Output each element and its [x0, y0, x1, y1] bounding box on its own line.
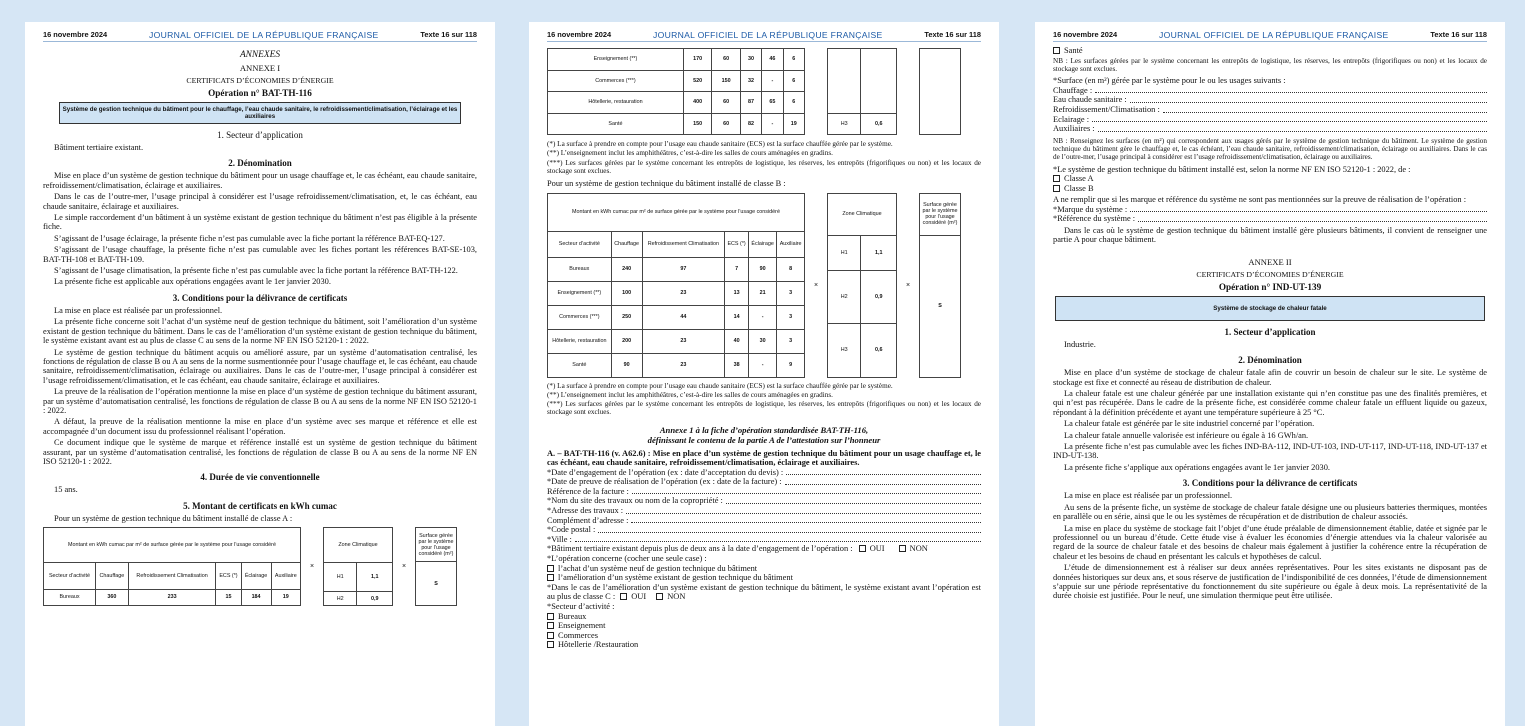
- table-cell: 3: [777, 329, 805, 353]
- paragraph: A défaut, la preuve de la réalisation mentionne la mise en place d’un système avec ses marque et référence et elle est accompagnée d’un document issu du professionnel réalisant l’opération.: [43, 417, 477, 436]
- table-cell: 19: [783, 113, 804, 135]
- table-cell: 40: [725, 329, 749, 353]
- table-cell: Commerces (***): [548, 70, 684, 92]
- checkbox-option: [547, 621, 981, 631]
- checkbox[interactable]: [547, 613, 554, 620]
- paragraph: Le système de gestion technique du bâtiment acquis ou amélioré assure, par un système d’automatisation centralisé, les fonctions de régulation de classe B ou A au sens de la norme susmentionnée pour l’usage chauffage et, le cas échéant, eau chaude sanitaire, refroidissement/climatisation, éclairage ou auxiliaires. Dans le cas de l’outre-mer, l’usage principal à considérer est l’usage refroidissement/climatisation, et le cas échéant, eau chaude sanitaire, éclairage et auxiliaires.: [43, 347, 477, 385]
- field-label: *Date de preuve de réalisation de l’opération (ex : date de la facture) :: [547, 477, 782, 487]
- marque-label: *Marque du système :: [1053, 204, 1128, 214]
- surface-s: S: [920, 235, 961, 377]
- paragraph: S’agissant de l’usage éclairage, la présente fiche n’est pas cumulable avec la fiche portant la référence BAT-EQ-127.: [54, 233, 445, 243]
- paragraph: La présente fiche s’applique aux opérations engagées avant le 1er janvier 2030.: [1064, 462, 1331, 472]
- table-cell: Bureaux: [548, 257, 612, 281]
- form-field[interactable]: [1053, 86, 1487, 96]
- header-date: 16 novembre 2024: [547, 30, 612, 39]
- table-cell: 87: [740, 92, 761, 114]
- table-cell: 240: [611, 257, 642, 281]
- form-field[interactable]: [547, 506, 981, 516]
- table-cell: 7: [725, 257, 749, 281]
- zone-cell: 0,6: [861, 113, 897, 135]
- table-cell: 13: [725, 281, 749, 305]
- table-cell: Commerces (***): [548, 305, 612, 329]
- zone-cell: H2: [324, 591, 357, 605]
- paragraph: La présente fiche n’est pas cumulable avec les fiches IND-BA-112, IND-UT-103, IND-UT-117, IND-UT-118, IND-UT-137 et IND-UT-138.: [1053, 442, 1487, 461]
- header-texte: Texte 16 sur 118: [420, 30, 477, 39]
- field-label: *Nom du site des travaux ou nom de la copropriété :: [547, 496, 723, 506]
- field-label: Auxiliaires :: [1053, 124, 1095, 134]
- secteur-options: [547, 612, 981, 650]
- field-label: Eclairage :: [1053, 114, 1090, 124]
- table-cell: 170: [683, 49, 711, 71]
- zone-cell: 0,6: [861, 324, 897, 377]
- operation-title: Opération n° IND-UT-139: [1218, 281, 1322, 292]
- checkbox-option: [547, 631, 981, 641]
- table-cell: Hôtellerie, restauration: [548, 329, 612, 353]
- table-cell: 6: [783, 92, 804, 114]
- table-row: [548, 49, 805, 71]
- opt1-label: l’achat d’un système neuf de gestion technique du bâtiment: [558, 563, 758, 573]
- section-4-title: 4. Durée de vie conventionnelle: [200, 472, 320, 483]
- paragraph: La preuve de la réalisation de l’opération mentionne la mise en place d’un système de gestion technique du bâtiment assurant, par un système d’automatisation centralisé, les fonctions de régulation de classe B ou A au sens de la norme NF EN ISO 52120-1 : 2022.: [43, 387, 477, 415]
- table-cell: -: [762, 113, 783, 135]
- header-date: 16 novembre 2024: [43, 30, 108, 39]
- table-row: [548, 329, 805, 353]
- multiply-sign: ×: [401, 563, 407, 571]
- column-header: Éclairage: [748, 231, 776, 257]
- page-header: [547, 28, 981, 42]
- existing-label: *Bâtiment tertiaire existant depuis plus de deux ans à la date d’engagement de l’opération :: [547, 544, 853, 554]
- table-cell: 60: [712, 49, 740, 71]
- paragraph: La chaleur fatale est générée par le site industriel concerné par l’opération.: [1064, 419, 1315, 429]
- table-a: [43, 527, 301, 606]
- zone-cell: H2: [828, 271, 861, 324]
- annexe-1-title: ANNEXE I: [239, 63, 281, 73]
- multiply-sign: ×: [813, 281, 819, 289]
- zone-title: Zone Climatique: [828, 193, 897, 235]
- classe-question: *Le système de gestion technique du bâtiment installé est, selon la norme NF EN ISO 52120-1 : 2022, de :: [1053, 164, 1411, 174]
- footnote: (***) Les surfaces gérées par le système concernant les entrepôts de logistique, les réserves, les entrepôts (frigorifiques ou non) et les locaux de stockage sont exclues.: [547, 158, 981, 175]
- multiply-sign: ×: [905, 281, 911, 289]
- table-cell: 30: [748, 329, 776, 353]
- amelio-non-checkbox[interactable]: [656, 593, 663, 600]
- table-cell: 90: [748, 257, 776, 281]
- table-cell: -: [762, 70, 783, 92]
- oui-label: OUI: [869, 544, 885, 554]
- form-field[interactable]: [1053, 95, 1487, 105]
- footnote: (**) L’enseignement inclut les amphithéâtres, c’est-à-dire les salles de cours aménagées en gradins.: [547, 149, 833, 158]
- section-5-text: Pour un système de gestion technique du bâtiment installé de classe A :: [54, 513, 293, 523]
- checkbox-option: [547, 612, 981, 622]
- column-header: ECS (*): [216, 563, 241, 590]
- paragraph: Le simple raccordement d’un bâtiment à un système existant de gestion technique du bâtiment n’est pas éligible à la présente fiche.: [43, 213, 477, 232]
- paragraph: La mise en place est réalisée par un professionnel.: [54, 305, 223, 315]
- section-1-text: Industrie.: [1064, 339, 1096, 349]
- table-a-title: Montant en kWh cumac par m² de surface gérée par le système pour l’usage considéré: [44, 528, 301, 563]
- table-cell: -: [748, 353, 776, 377]
- checkbox-label: Hôtellerie /Restauration: [558, 640, 639, 650]
- zone-cell: 0,9: [861, 271, 897, 324]
- table-cell: 6: [783, 70, 804, 92]
- paragraph: Au sens de la présente fiche, un système de stockage de chaleur fatale désigne une ou plusieurs batteries thermiques, montées en parallèle ou en série, ainsi que le ou les systèmes de récupération et de distribution de chaleur associés.: [1053, 502, 1487, 522]
- section-3-title: 3. Conditions pour la délivrance de certificats: [172, 292, 348, 303]
- table-cell: 14: [725, 305, 749, 329]
- page-1: [25, 22, 495, 726]
- page-2: [529, 22, 999, 726]
- table-cell: Bureaux: [44, 589, 96, 605]
- paragraph: Dans le cas de l’outre-mer, l’usage principal à considérer est l’usage refroidissement/climatisation, et, le cas échéant, eau chaude sanitaire, éclairage et auxiliaires.: [43, 192, 477, 211]
- form-field[interactable]: [547, 487, 981, 497]
- table-cell: 60: [712, 92, 740, 114]
- table-cell: 150: [712, 70, 740, 92]
- secteur-label: *Secteur d’activité :: [547, 601, 615, 611]
- amelio-label: *Dans le cas de l’amélioration d’un système existant de gestion technique du bâtiment, le système existant avant l’opération est au plus de classe C :: [547, 582, 981, 602]
- table-cell: 15: [216, 589, 241, 605]
- certificats-title: CERTIFICATS D’ÉCONOMIES D’ÉNERGIE: [1196, 269, 1344, 279]
- table-cell: 46: [762, 49, 783, 71]
- column-header: ECS (*): [725, 231, 749, 257]
- nb-2: NB : Renseignez les surfaces (en m²) qui correspondent aux usages gérés par le système de gestion technique du bâtiment. Le système de gestion technique du bâtiment gère le chauffage et, le cas échéant, l’eau chaude sanitaire, refroidissement/climatisation, éclairage ou auxiliaires. Dans le cas de l’outre-mer, l’usage principal à considérer est l’usage refroidissement/climatisation, éclairage ou auxiliaires.: [1053, 136, 1487, 162]
- checkbox[interactable]: [1053, 175, 1060, 182]
- zone-table-a-continued: [827, 48, 897, 135]
- checkbox-option: [1053, 184, 1487, 194]
- column-header: Chauffage: [95, 563, 128, 590]
- column-header: Éclairage: [241, 563, 271, 590]
- table-cell: 97: [642, 257, 725, 281]
- table-cell: 520: [683, 70, 711, 92]
- checkbox-label: Commerces: [558, 630, 599, 640]
- surface-title: Surface gérée par le système pour l’usage considéré (m²): [920, 193, 961, 235]
- field-label: *Adresse des travaux :: [547, 505, 624, 515]
- zone-cell: H3: [828, 113, 861, 135]
- table-cell: 200: [611, 329, 642, 353]
- paragraph: S’agissant de l’usage climatisation, la présente fiche n’est pas cumulable avec la fiche portant la référence BAT-TH-122.: [54, 266, 458, 276]
- remplir-text: A ne remplir que si les marque et référence du système ne sont pas mentionnées sur la preuve de réalisation de l’opération :: [1053, 195, 1467, 205]
- table-cell: 65: [762, 92, 783, 114]
- annexes-title: ANNEXES: [239, 50, 281, 60]
- table-cell: 6: [783, 49, 804, 71]
- surface-s: S: [416, 562, 457, 606]
- column-header: Chauffage: [611, 231, 642, 257]
- checkbox-label: Bureaux: [558, 611, 587, 621]
- paragraph: La chaleur fatale est une chaleur générée par une installation existante qui n’en constitue pas une des finalités premières, et qui n’est pas récupérée. Dans le cadre de la présente fiche, est considérée comme chaleur fatale un effluent liquide ou gazeux, répondant à la définition précédente et ayant une température supérieure à 25 °C.: [1053, 389, 1487, 417]
- table-cell: 23: [642, 329, 725, 353]
- table-b: [547, 193, 805, 378]
- table-cell: 100: [611, 281, 642, 305]
- multiply-sign: ×: [309, 563, 315, 571]
- table-cell: 38: [725, 353, 749, 377]
- table-cell: Santé: [548, 113, 684, 135]
- opt1-checkbox[interactable]: [547, 565, 554, 572]
- table-cell: 8: [777, 257, 805, 281]
- form-field[interactable]: [547, 525, 981, 535]
- footnote: (***) Les surfaces gérées par le système concernant les entrepôts de logistique, les réserves, les entrepôts (frigorifiques ou non) et les locaux de stockage sont exclues.: [547, 400, 981, 417]
- zone-cell: 0,9: [357, 591, 393, 605]
- table-row: [548, 92, 805, 114]
- checkbox-label: Enseignement: [558, 621, 606, 631]
- checkbox-label: Classe B: [1064, 183, 1094, 193]
- field-label: Complément d’adresse :: [547, 515, 629, 525]
- table-cell: 184: [241, 589, 271, 605]
- header-date: 16 novembre 2024: [1053, 30, 1118, 39]
- surface-table-a-continued: [919, 48, 961, 135]
- opt2-label: l’amélioration d’un système existant de gestion technique du bâtiment: [558, 573, 793, 583]
- table-cell: Enseignement (**): [548, 281, 612, 305]
- paragraph: La mise en place du système de stockage fait l’objet d’une étude préalable de dimensionnement établie, datée et signée par le professionnel ou un bureau d’étude. Cette étude vise à évaluer les économies d’énergie attendues via la chaleur valorisée au regard de la source de chaleur fatale et des besoins de chaleur mais également à justifier la cohérence entre la récupération de chaleur et les besoins de chaud en présentant les calculs et hypothèses de calcul.: [1053, 523, 1487, 561]
- table-cell: Hôtellerie, restauration: [548, 92, 684, 114]
- opt2-checkbox[interactable]: [547, 574, 554, 581]
- non-label: NON: [667, 592, 686, 602]
- checkbox[interactable]: [547, 632, 554, 639]
- header-texte: Texte 16 sur 118: [1430, 30, 1487, 39]
- form-field[interactable]: [547, 477, 981, 487]
- section-5-title: 5. Montant de certificats en kWh cumac: [183, 500, 337, 511]
- certificats-title: CERTIFICATS D’ÉCONOMIES D’ÉNERGIE: [186, 76, 334, 85]
- amelio-row: [547, 583, 981, 602]
- paragraph: La mise en place est réalisée par un professionnel.: [1064, 491, 1233, 501]
- amelio-oui-checkbox[interactable]: [620, 593, 627, 600]
- form-field[interactable]: [1053, 115, 1487, 125]
- reference-label: *Référence du système :: [1053, 214, 1136, 224]
- surface-table-b: [919, 193, 961, 378]
- paragraph: Mise en place d’un système de stockage de chaleur fatale afin de couvrir un besoin de chaleur sur le site. Le système de stockage est fixe et connecté au réseau de distribution de chaleur.: [1053, 368, 1487, 387]
- column-header: Auxiliaire: [271, 563, 300, 590]
- reference-field[interactable]: [1053, 214, 1487, 224]
- header-texte: Texte 16 sur 118: [924, 30, 981, 39]
- checkbox-label: Classe A: [1064, 174, 1094, 184]
- table-row: [548, 70, 805, 92]
- paragraph: L’étude de dimensionnement est à réaliser sur deux années représentatives. Pour les sites existants ne disposant pas de données historiques sur deux ans, et sous réserve de justification de l’indisponibilité de ces données, l’étude de dimensionnement s’appuie sur une période représentative du fonctionnement du site supérieure ou égale à deux mois. La représentativité de la durée choisie est justifiée. Pour le neuf, une simulation thermique peut être utilisée.: [1053, 563, 1487, 601]
- zone-cell: 1,1: [357, 563, 393, 592]
- operation-box: Système de gestion technique du bâtiment pour le chauffage, l’eau chaude sanitaire, le refroidissement/climatisation, l’éclairage et les auxiliaires: [59, 102, 461, 124]
- operation-box: Système de stockage de chaleur fatale: [1055, 296, 1485, 321]
- section-2-title: 2. Dénomination: [228, 158, 292, 169]
- surface-title: Surface gérée par le système pour l’usage considéré (m²): [416, 528, 457, 562]
- table-cell: 3: [777, 305, 805, 329]
- page-header: [43, 28, 477, 42]
- table-cell: 233: [128, 589, 216, 605]
- table-cell: Santé: [548, 353, 612, 377]
- class-b-text: Pour un système de gestion technique du bâtiment installé de classe B :: [547, 179, 786, 189]
- paragraph: Mise en place d’un système de gestion technique du bâtiment pour un usage chauffage et, le cas échéant, eau chaude sanitaire, refroidissement/climatisation, éclairage et auxiliaires.: [43, 171, 477, 190]
- section-2-title: 2. Dénomination: [1238, 355, 1302, 366]
- table-cell: 30: [740, 49, 761, 71]
- column-header: Refroidissement Climatisation: [642, 231, 725, 257]
- zone-cell: H1: [324, 563, 357, 592]
- table-cell: -: [748, 305, 776, 329]
- spacer: [805, 48, 827, 135]
- zone-title: Zone Climatique: [324, 528, 393, 563]
- surface-table-a: [415, 527, 457, 606]
- nb-1: NB : Les surfaces gérées par le système concernant les entrepôts de logistique, les réserves, les entrepôts (frigorifiques ou non) et les locaux de stockage sont exclues.: [1053, 56, 1487, 73]
- field-label: Refroidissement/Climatisation :: [1053, 104, 1160, 114]
- table-cell: 150: [683, 113, 711, 135]
- field-label: *Code postal :: [547, 525, 596, 535]
- form-field[interactable]: [547, 496, 981, 506]
- header-journal: JOURNAL OFFICIEL DE LA RÉPUBLIQUE FRANÇAISE: [652, 29, 883, 40]
- spacer: [897, 48, 919, 135]
- notes-b: [547, 382, 981, 417]
- form-field[interactable]: [1053, 124, 1487, 134]
- field-label: *Date d’engagement de l’opération (ex : date d’acceptation du devis) :: [547, 467, 784, 477]
- paragraph: La présente fiche est applicable aux opérations engagées avant le 1er janvier 2030.: [54, 277, 331, 287]
- header-journal: JOURNAL OFFICIEL DE LA RÉPUBLIQUE FRANÇAISE: [1158, 29, 1389, 40]
- section-2-paragraphs: [43, 171, 477, 286]
- form-field[interactable]: [547, 468, 981, 478]
- zone-cell: 1,1: [861, 235, 897, 270]
- footnote: (*) La surface à prendre en compte pour l’usage eau chaude sanitaire (ECS) est la surface chauffée gérée par le système.: [547, 140, 893, 148]
- table-a-continued-row: [547, 48, 981, 135]
- checkbox[interactable]: [1053, 185, 1060, 192]
- classe-options: [1053, 174, 1487, 193]
- page-3: [1035, 22, 1505, 726]
- existing-row: [547, 544, 981, 554]
- notes-a: [547, 140, 981, 175]
- table-row: [548, 281, 805, 305]
- operation-title: Opération n° BAT-TH-116: [208, 88, 312, 98]
- table-a-row: [43, 527, 477, 606]
- form-field[interactable]: [1053, 105, 1487, 115]
- part-a-title: A. – BAT-TH-116 (v. A62.6) : Mise en place d’un système de gestion technique du bâtiment pour un usage chauffage et, le cas échéant, eau chaude sanitaire, refroidissement/climatisation, éclairage et auxiliaires.: [547, 448, 981, 468]
- column-header: Refroidissement Climatisation: [128, 563, 216, 590]
- checkbox[interactable]: [547, 622, 554, 629]
- section-3-paragraphs: [1053, 491, 1487, 600]
- table-cell: 9: [777, 353, 805, 377]
- table-cell: 44: [642, 305, 725, 329]
- table-cell: 23: [642, 353, 725, 377]
- table-row: [548, 257, 805, 281]
- table-cell: 21: [748, 281, 776, 305]
- sante-label: Santé: [1064, 46, 1083, 55]
- checkbox[interactable]: [547, 641, 554, 648]
- table-row: [548, 305, 805, 329]
- field-label: Eau chaude sanitaire :: [1053, 95, 1127, 105]
- form-field[interactable]: [547, 535, 981, 545]
- zone-cell: H3: [828, 324, 861, 377]
- table-b-row: [547, 193, 981, 378]
- table-cell: 360: [95, 589, 128, 605]
- section-2-paragraphs: [1053, 368, 1487, 472]
- table-row: [548, 353, 805, 377]
- surface-label: *Surface (en m²) gérée par le système pour le ou les usages suivants :: [1053, 76, 1286, 86]
- table-b-title: Montant en kWh cumac par m² de surface gérée par le système pour l’usage considéré: [548, 193, 805, 231]
- form-fields: [547, 468, 981, 545]
- paragraph: Ce document indique que le système de marque et référence installé est un système de gestion technique du bâtiment assurant, par un système d’automatisation centralisé, les fonctions de régulation de classe B ou A au sens de la norme NF EN ISO 52120-1 : 2022.: [43, 438, 477, 466]
- annex-title-2: définissant le contenu de la partie A de l’attestation sur l’honneur: [647, 434, 881, 445]
- checkbox-option: [1053, 174, 1487, 184]
- table-cell: 90: [611, 353, 642, 377]
- section-1-text: Bâtiment tertiaire existant.: [54, 143, 144, 152]
- checkbox-option: [547, 640, 981, 650]
- header-journal: JOURNAL OFFICIEL DE LA RÉPUBLIQUE FRANÇAISE: [148, 29, 379, 40]
- concerne-label: *L’opération concerne (cocher une seule case) :: [547, 553, 707, 563]
- table-cell: 400: [683, 92, 711, 114]
- table-a-continued: [547, 48, 805, 135]
- table-cell: 19: [271, 589, 300, 605]
- table-row: [548, 113, 805, 135]
- oui-checkbox[interactable]: [859, 545, 866, 552]
- zone-table-a: [323, 527, 393, 606]
- table-cell: 23: [642, 281, 725, 305]
- section-3-paragraphs: [43, 306, 477, 467]
- column-header: Auxiliaire: [777, 231, 805, 257]
- table-cell: 82: [740, 113, 761, 135]
- annexe-2-title: ANNEXE II: [1248, 256, 1292, 267]
- section-3-title: 3. Conditions pour la délivrance de certificats: [1182, 478, 1358, 489]
- field-label: Référence de la facture :: [547, 486, 629, 496]
- table-cell: 60: [712, 113, 740, 135]
- usage-fields: [1053, 86, 1487, 134]
- footnote: (*) La surface à prendre en compte pour l’usage eau chaude sanitaire (ECS) est la surface chauffée gérée par le système.: [547, 381, 893, 390]
- annex-title-1: Annexe 1 à la fiche d’opération standardisée BAT-TH-116,: [659, 424, 869, 435]
- footnote: (**) L’enseignement inclut les amphithéâtres, c’est-à-dire les salles de cours aménagées en gradins.: [547, 390, 833, 399]
- marque-field[interactable]: [1053, 205, 1487, 215]
- section-1-title: 1. Secteur d’application: [1224, 326, 1316, 337]
- section-4-text: 15 ans.: [54, 485, 78, 495]
- column-header: Secteur d’activité: [548, 231, 612, 257]
- table-cell: Enseignement (**): [548, 49, 684, 71]
- section-1-title: 1. Secteur d’application: [217, 130, 303, 140]
- field-label: *Ville :: [547, 534, 572, 544]
- table-cell: 3: [777, 281, 805, 305]
- sante-checkbox[interactable]: [1053, 47, 1060, 54]
- plusieurs-text: Dans le cas où le système de gestion technique du bâtiment installé gère plusieurs bâtiments, il convient de renseigner une partie A pour chaque bâtiment.: [1053, 226, 1487, 245]
- form-field[interactable]: [547, 516, 981, 526]
- zone-table-b: [827, 193, 897, 378]
- paragraph: La présente fiche concerne soit l’achat d’un système neuf de gestion technique du bâtiment, soit l’amélioration d’un système existant de gestion technique du bâtiment. Dans le cas de l’amélioration d’un système existant de gestion technique du bâtiment, le système existant avant est au plus de classe C au sens de la norme NF EN ISO 52120-1 : 2022.: [43, 317, 477, 346]
- page-header: [1053, 28, 1487, 42]
- field-label: Chauffage :: [1053, 85, 1093, 95]
- non-checkbox[interactable]: [899, 545, 906, 552]
- table-cell: 250: [611, 305, 642, 329]
- paragraph: S’agissant de l’usage chauffage, la présente fiche n’est pas cumulable avec les fiches portant les références BAT-SE-103, BAT-TH-108 et BAT-TH-109.: [43, 245, 477, 264]
- non-label: NON: [909, 544, 928, 554]
- zone-cell: H1: [828, 235, 861, 270]
- table-cell: 32: [740, 70, 761, 92]
- column-header: Secteur d’activité: [44, 563, 96, 590]
- oui-label: OUI: [631, 592, 647, 602]
- paragraph: La chaleur fatale annuelle valorisée est inférieure ou égale à 16 GWh/an.: [1064, 430, 1309, 440]
